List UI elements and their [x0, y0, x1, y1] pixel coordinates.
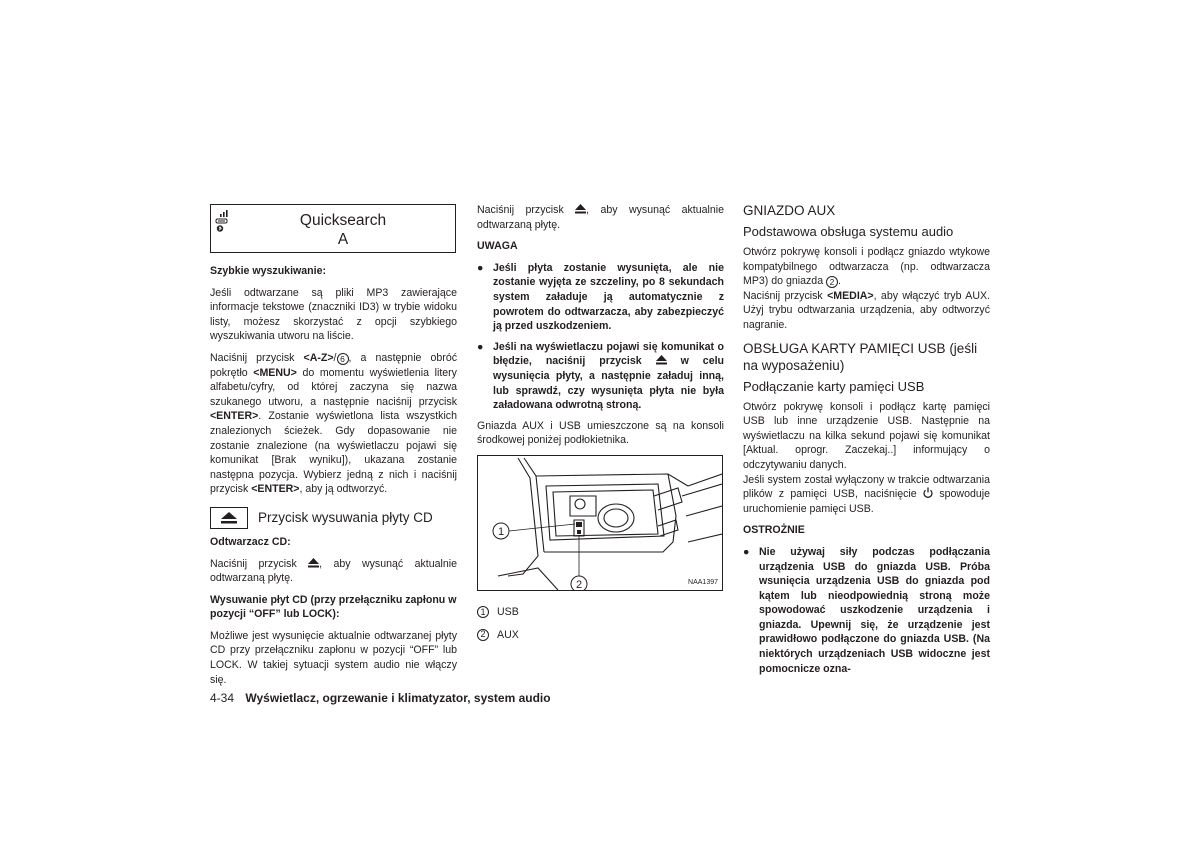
eject-icon — [575, 204, 586, 214]
paragraph-usb-connect: Otwórz pokrywę konsoli i podłącz kartę pamięci USB lub inne urządzenie USB. Następnie na wyświetlaczu na kilka sekund pojawi się komunikat [Aktual. oprogr. Zaczekaj..] informujący o odczytywaniu danych. — [743, 400, 990, 471]
display-line-1: Quicksearch — [299, 212, 387, 229]
page-number: 4-34 — [210, 691, 235, 705]
column-right — [743, 202, 990, 682]
subheading-cd-player: Odtwarzacz CD: — [210, 535, 291, 548]
caution-bullet: ● Nie używaj siły podczas podłączania urządzenia USB do gniazda USB. Próba wsunięcia urządzenia USB do gniazda pod kątem lub nieodpowiednią stroną może spowodować uszkodzenie urządzenia i gniazda. Upewnij się, że urządzenie jest prawidłowo podłączone do gniazda USB. (Na niektórych urządzeniach USB widoczne jest pomocnicze ozna- — [743, 545, 990, 675]
bullet-dot: ● — [743, 545, 750, 558]
column-middle — [477, 203, 724, 650]
figure-code: NAA1397 — [688, 578, 718, 586]
note-heading: UWAGA — [477, 240, 518, 253]
note-bullet: ● Jeśli płyta zostanie wysunięta, ale nie zostanie wyjęta ze szczeliny, po 8 sekundach system załaduje ją automatycznie z powrotem do odtwarzacza, aby zabezpieczyć ją przed uszkodzeniem. — [477, 261, 724, 333]
paragraph-quicksearch-steps: Naciśnij przycisk <A-Z>/ 6 , a następnie obróć pokrętło <MENU> do momentu wyświetlenia litery alfabetu/cyfry, od której zaczyna się nazwa szukanego utworu, a następnie naciśnij przycisk <ENTER>. Zostanie wyświetlona lista wszystkich znalezionych ścieżek. Gdy dopasowanie nie zostanie znalezione (na wyświetlaczu pojawi się komunikat [Brak wyniku]), ukazana zostanie następna pozycja. Wybierz jedną z nich i naciśnij przycisk <ENTER>, aby ją odtworzyć. — [210, 351, 458, 496]
paragraph-eject-ignition-off: Możliwe jest wysunięcie aktualnie odtwarzanej płyty CD przy przełączniku zapłonu w pozycji “OFF” lub LOCK. W takiej sytuacji system audio nie włączy się. — [210, 629, 457, 686]
legend-label: USB — [497, 605, 519, 618]
paragraph-usb-resume: Jeśli system został wyłączony w trakcie odtwarzania plików z pamięci USB, naciśnięcie spowoduje uruchomienie pamięci USB. — [743, 473, 990, 515]
paragraph-aux-usb-location: Gniazda AUX i USB umieszczone są na konsoli środkowej poniżej podłokietnika. — [477, 419, 724, 447]
caution-heading: OSTROŻNIE — [743, 524, 805, 537]
subheading-eject-ignition-off: Wysuwanie płyt CD (przy przełączniku zapłonu w pozycji “OFF” lub LOCK): — [210, 593, 457, 621]
bullet-dot: ● — [477, 261, 484, 274]
heading-usb: OBSŁUGA KARTY PAMIĘCI USB (jeśli na wyposażeniu) — [743, 340, 978, 373]
column-left — [210, 264, 457, 694]
paragraph-aux-media: Naciśnij przycisk <MEDIA>, aby włączyć tryb AUX. Użyj trybu odtwarzania urządzenia, aby odtworzyć nagranie. — [743, 289, 990, 331]
eject-icon — [656, 355, 667, 365]
figure-callout-1: 1 — [497, 525, 505, 538]
console-illustration — [478, 456, 722, 590]
eject-section-header — [210, 507, 457, 529]
subheading-usb-connect: Podłączanie karty pamięci USB — [743, 378, 925, 394]
paragraph-eject-continued: Naciśnij przycisk , aby wysunąć aktualnie odtwarzaną płytę. — [477, 204, 725, 231]
figure-callout-2: 2 — [575, 578, 583, 590]
quicksearch-display — [210, 204, 456, 253]
eject-button-illustration — [210, 507, 248, 529]
legend-label: AUX — [497, 628, 519, 641]
note-bullet: ● Jeśli na wyświetlaczu pojawi się komunikat o błędzie, naciśnij przycisk w celu wysunięcia płyty, a następnie załaduj inną, lub sprawdź, czy wysunięta płyta nie była załadowana odwrotną stroną. — [477, 340, 725, 412]
eject-icon — [221, 512, 237, 524]
subheading-aux-basic: Podstawowa obsługa systemu audio — [743, 224, 954, 239]
page-footer — [210, 691, 551, 705]
callout-number: 6 — [337, 353, 349, 365]
legend-number: 2 — [477, 629, 489, 641]
display-line-2: A — [337, 231, 349, 248]
heading-aux: GNIAZDO AUX — [743, 203, 836, 218]
paragraph-quicksearch-intro: Jeśli odtwarzane są pliki MP3 zawierające informacje tekstowe (znaczniki ID3) w trybie widoku listy, możesz skorzystać z opcji szybkiego wyszukiwania utworu na liście. — [210, 286, 457, 343]
legend-item-usb — [477, 605, 724, 620]
callout-number: 2 — [826, 276, 838, 288]
bullet-dot: ● — [477, 340, 484, 353]
eject-icon — [308, 558, 319, 568]
legend-number: 1 — [477, 606, 489, 618]
paragraph-aux-connect: Otwórz pokrywę konsoli i podłącz gniazdo wtykowe kompatybilnego odtwarzacza (np. odtwarzacza MP3) do gniazda 2 . — [743, 246, 990, 288]
eject-section-title: Przycisk wysuwania płyty CD — [258, 509, 433, 525]
legend-item-aux — [477, 628, 724, 643]
subheading-quicksearch: Szybkie wyszukiwanie: — [210, 265, 326, 277]
chapter-title: Wyświetlacz, ogrzewanie i klimatyzator, system audio — [245, 691, 551, 705]
paragraph-cd-eject: Naciśnij przycisk , aby wysunąć aktualnie odtwarzaną płytę. — [210, 557, 458, 585]
console-figure — [477, 455, 723, 591]
power-icon — [923, 487, 933, 498]
